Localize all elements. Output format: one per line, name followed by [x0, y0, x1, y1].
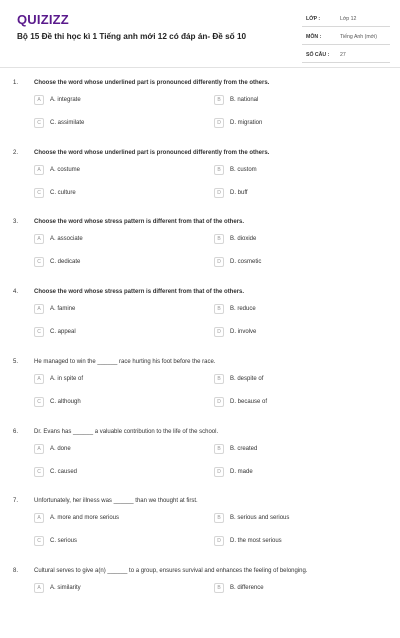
option-text: B. custom [230, 166, 257, 173]
option-letter-box: C [34, 397, 44, 407]
option-text: D. migration [230, 120, 263, 126]
header-divider [0, 67, 400, 68]
option-text: A. more and more serious [50, 515, 120, 522]
question-text: Choose the word whose underlined part is pronounced differently from the others. [34, 149, 270, 156]
option-letter-box: D [214, 118, 224, 128]
option-text: C. appeal [50, 329, 76, 336]
option-text: B. difference [230, 584, 264, 591]
question-text: Dr. Evans has ______ a valuable contribution to the life of the school. [34, 428, 219, 435]
quizizz-logo: QUIZIZZ [17, 12, 69, 27]
question-3 [0, 219, 400, 289]
option-letter-box: C [34, 327, 44, 337]
meta-question-count [302, 49, 390, 63]
question-number: 2. [13, 149, 19, 156]
worksheet-header [0, 0, 400, 67]
option-text: A. famine [50, 306, 76, 313]
option-letter-box: D [214, 327, 224, 337]
question-number: 6. [13, 428, 19, 435]
option-letter-box: A [34, 513, 44, 523]
option-text: C. assimilate [50, 120, 85, 126]
option-text: A. similarity [50, 584, 81, 591]
question-text: Choose the word whose stress pattern is different from that of the others. [34, 219, 245, 226]
meta-label: MÔN : [306, 34, 322, 40]
option-letter-box: A [34, 304, 44, 314]
option-text: A. costume [50, 166, 81, 173]
option-letter-box: A [34, 583, 44, 593]
option-letter-box: B [214, 374, 224, 384]
option-letter-box: D [214, 536, 224, 546]
question-5 [0, 359, 400, 429]
option-letter-box: A [34, 165, 44, 175]
question-number: 3. [13, 219, 19, 226]
option-text: C. although [50, 398, 81, 405]
option-text: B. national [230, 97, 259, 103]
question-number: 8. [13, 567, 19, 574]
question-2 [0, 150, 400, 220]
question-7 [0, 498, 400, 568]
question-text: Cultural serves to give a(n) ______ to a group, ensures survival and enhances the feeling of belonging. [34, 567, 308, 574]
option-letter-box: A [34, 374, 44, 384]
question-number: 4. [13, 289, 19, 296]
meta-value: 27 [340, 52, 346, 58]
option-text: B. created [230, 445, 258, 452]
option-letter-box: A [34, 234, 44, 244]
option-letter-box: B [214, 234, 224, 244]
option-letter-box: B [214, 583, 224, 593]
option-text: D. the most serious [230, 538, 282, 545]
option-letter-box: A [34, 95, 44, 105]
question-number: 1. [13, 80, 19, 86]
option-letter-box: D [214, 188, 224, 198]
option-letter-box: C [34, 467, 44, 477]
question-text: Choose the word whose stress pattern is different from that of the others. [34, 289, 245, 296]
option-text: A. in spite of [50, 375, 84, 382]
worksheet-title: Bộ 15 Đề thi học kì 1 Tiếng anh mới 12 có đáp án- Đề số 10 [17, 32, 247, 41]
option-text: D. cosmetic [230, 259, 262, 266]
question-4 [0, 289, 400, 359]
option-text: D. made [230, 468, 253, 475]
question-number: 7. [13, 498, 19, 505]
option-letter-box: C [34, 118, 44, 128]
option-letter-box: B [214, 513, 224, 523]
option-text: D. because of [230, 398, 268, 405]
option-letter-box: B [214, 304, 224, 314]
option-text: C. serious [50, 538, 78, 545]
question-text: Unfortunately, her illness was ______ than we thought at first. [34, 498, 198, 505]
option-letter-box: C [34, 257, 44, 267]
meta-label: SỐ CÂU : [306, 52, 330, 58]
meta-subject [302, 31, 390, 45]
question-text: He managed to win the ______ race hurting his foot before the race. [34, 358, 216, 365]
option-text: B. serious and serious [230, 515, 290, 522]
option-text: A. integrate [50, 97, 81, 103]
option-text: C. dedicate [50, 259, 81, 266]
option-letter-box: B [214, 165, 224, 175]
option-text: B. dioxide [230, 236, 257, 243]
question-text: Choose the word whose underlined part is pronounced differently from the others. [34, 80, 270, 86]
option-text: B. despite of [230, 375, 264, 382]
option-text: C. caused [50, 468, 78, 475]
question-number: 5. [13, 358, 19, 365]
meta-grade [302, 13, 390, 27]
option-letter-box: D [214, 467, 224, 477]
option-letter-box: A [34, 444, 44, 454]
option-text: C. culture [50, 189, 76, 196]
option-text: A. associate [50, 236, 83, 243]
option-text: D. buff [230, 189, 248, 196]
option-letter-box: C [34, 188, 44, 198]
option-text: D. involve [230, 329, 257, 336]
question-6 [0, 429, 400, 499]
option-text: A. done [50, 445, 71, 452]
question-1 [0, 80, 400, 150]
option-letter-box: D [214, 257, 224, 267]
meta-value: Lớp 12 [340, 16, 357, 22]
meta-label: LỚP : [306, 16, 321, 22]
option-letter-box: C [34, 536, 44, 546]
option-letter-box: B [214, 95, 224, 105]
worksheet-meta [302, 13, 390, 67]
option-letter-box: D [214, 397, 224, 407]
question-8 [0, 568, 400, 638]
meta-value: Tiếng Anh (mới) [340, 34, 377, 40]
option-text: B. reduce [230, 306, 256, 313]
option-letter-box: B [214, 444, 224, 454]
